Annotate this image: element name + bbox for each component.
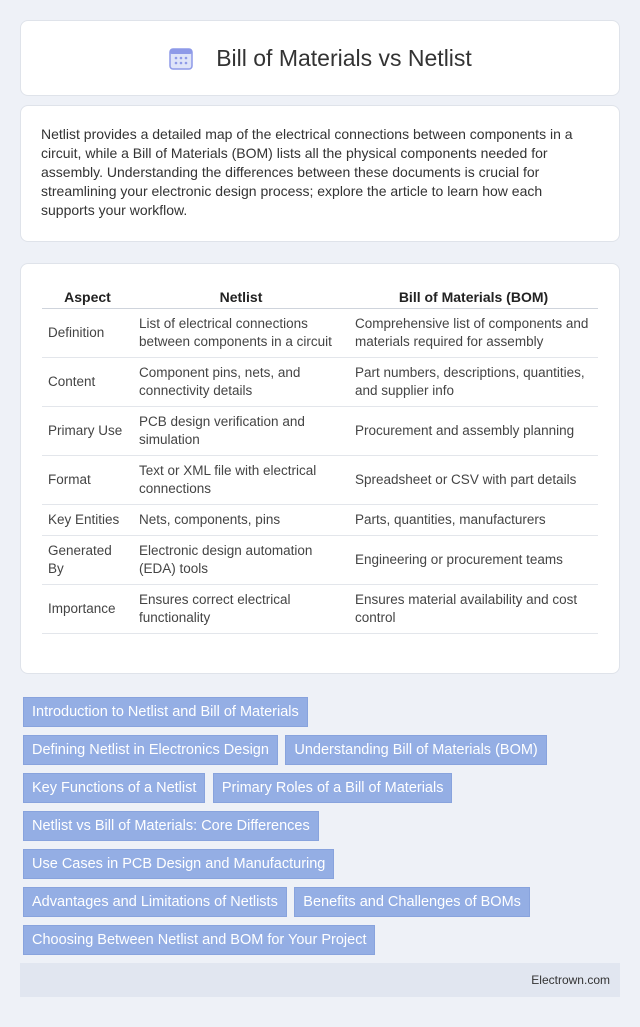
topic-link[interactable]: Defining Netlist in Electronics Design — [23, 735, 278, 765]
title-card — [20, 20, 620, 96]
page-title: Bill of Materials vs Netlist — [216, 44, 472, 71]
comparison-card — [20, 263, 620, 674]
bom-cell: Comprehensive list of components and materials required for assembly — [349, 309, 598, 358]
bom-cell: Spreadsheet or CSV with part details — [349, 456, 598, 505]
comparison-table — [42, 284, 598, 634]
intro-text: Netlist provides a detailed map of the electrical connections between components in a circuit, while a Bill of Materials (BOM) lists all the physical components needed for assembly. Understanding the differences between these documents is crucial for streamlining your electronic design process; explore the article to learn how each supports your workflow. — [41, 126, 573, 218]
topic-link[interactable]: Introduction to Netlist and Bill of Materials — [23, 697, 308, 727]
aspect-cell: Importance — [42, 585, 133, 634]
bom-cell: Ensures material availability and cost control — [349, 585, 598, 634]
bom-cell: Procurement and assembly planning — [349, 407, 598, 456]
column-header: Bill of Materials (BOM) — [349, 284, 598, 309]
table-row — [42, 456, 598, 505]
topic-link[interactable]: Key Functions of a Netlist — [23, 773, 205, 803]
bom-cell: Part numbers, descriptions, quantities, and supplier info — [349, 358, 598, 407]
aspect-cell: Primary Use — [42, 407, 133, 456]
topic-link[interactable]: Benefits and Challenges of BOMs — [294, 887, 530, 917]
table-header-row — [42, 284, 598, 309]
table-row — [42, 358, 598, 407]
bom-cell: Parts, quantities, manufacturers — [349, 505, 598, 536]
topic-link[interactable]: Primary Roles of a Bill of Materials — [213, 773, 453, 803]
aspect-cell: Generated By — [42, 536, 133, 585]
netlist-cell: Text or XML file with electrical connections — [133, 456, 349, 505]
netlist-cell: Component pins, nets, and connectivity details — [133, 358, 349, 407]
topic-links — [23, 697, 617, 963]
table-row — [42, 505, 598, 536]
topic-link[interactable]: Choosing Between Netlist and BOM for Your Project — [23, 925, 375, 955]
topic-link[interactable]: Use Cases in PCB Design and Manufacturing — [23, 849, 334, 879]
netlist-cell: List of electrical connections between components in a circuit — [133, 309, 349, 358]
intro-card — [20, 105, 620, 242]
aspect-cell: Format — [42, 456, 133, 505]
table-row — [42, 536, 598, 585]
topic-link[interactable]: Advantages and Limitations of Netlists — [23, 887, 287, 917]
footer — [20, 963, 620, 997]
aspect-cell: Key Entities — [42, 505, 133, 536]
netlist-cell: Nets, components, pins — [133, 505, 349, 536]
column-header: Aspect — [42, 284, 133, 309]
bom-cell: Engineering or procurement teams — [349, 536, 598, 585]
footer-source[interactable]: Electrown.com — [531, 973, 610, 987]
table-row — [42, 309, 598, 358]
netlist-cell: PCB design verification and simulation — [133, 407, 349, 456]
topic-link[interactable]: Netlist vs Bill of Materials: Core Differences — [23, 811, 319, 841]
column-header: Netlist — [133, 284, 349, 309]
netlist-cell: Ensures correct electrical functionality — [133, 585, 349, 634]
table-row — [42, 585, 598, 634]
topic-link[interactable]: Understanding Bill of Materials (BOM) — [285, 735, 546, 765]
aspect-cell: Definition — [42, 309, 133, 358]
netlist-cell: Electronic design automation (EDA) tools — [133, 536, 349, 585]
table-row — [42, 407, 598, 456]
aspect-cell: Content — [42, 358, 133, 407]
calendar-icon — [168, 45, 194, 71]
